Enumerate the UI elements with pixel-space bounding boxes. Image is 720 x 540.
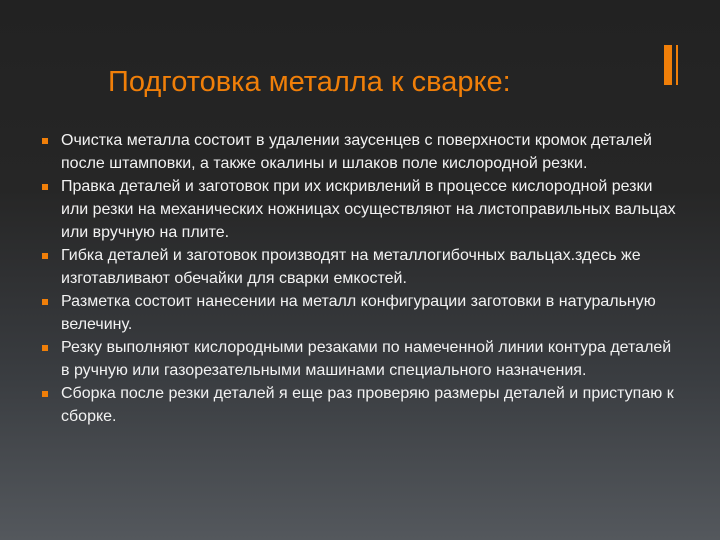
accent-bar-thin xyxy=(676,45,678,85)
list-item-text: Гибка деталей и заготовок производят на металлогибочных вальцах.здесь же изготавливают обечайки для сварки емкостей. xyxy=(61,247,641,287)
square-bullet-icon xyxy=(42,391,48,397)
list-item-text: Разметка состоит нанесении на металл конфигурации заготовки в натуральную велечину. xyxy=(61,293,656,333)
list-item xyxy=(42,244,682,290)
bullet-list xyxy=(42,129,682,428)
list-item xyxy=(42,336,682,382)
square-bullet-icon xyxy=(42,253,48,259)
accent-bar-thick xyxy=(664,45,672,85)
list-item xyxy=(42,382,682,428)
square-bullet-icon xyxy=(42,299,48,305)
square-bullet-icon xyxy=(42,184,48,190)
list-item xyxy=(42,129,682,175)
list-item xyxy=(42,290,682,336)
list-item-text: Очистка металла состоит в удалении заусенцев с поверхности кромок деталей после штамповки, а также окалины и шлаков поле кислородной резки. xyxy=(61,132,652,172)
list-item-text: Правка деталей и заготовок при их искривлений в процессе кислородной резки или резки на механических ножницах осуществляют на листоправильных вальцах или вручную на плите. xyxy=(61,178,676,241)
list-item-text: Резку выполняют кислородными резаками по намеченной линии контура деталей в ручную или газорезательными машинами специального назначения. xyxy=(61,339,672,379)
slide-title: Подготовка металла к сварке: xyxy=(108,66,511,98)
list-item xyxy=(42,175,682,244)
square-bullet-icon xyxy=(42,345,48,351)
square-bullet-icon xyxy=(42,138,48,144)
list-item-text: Сборка после резки деталей я еще раз проверяю размеры деталей и приступаю к сборке. xyxy=(61,385,674,425)
